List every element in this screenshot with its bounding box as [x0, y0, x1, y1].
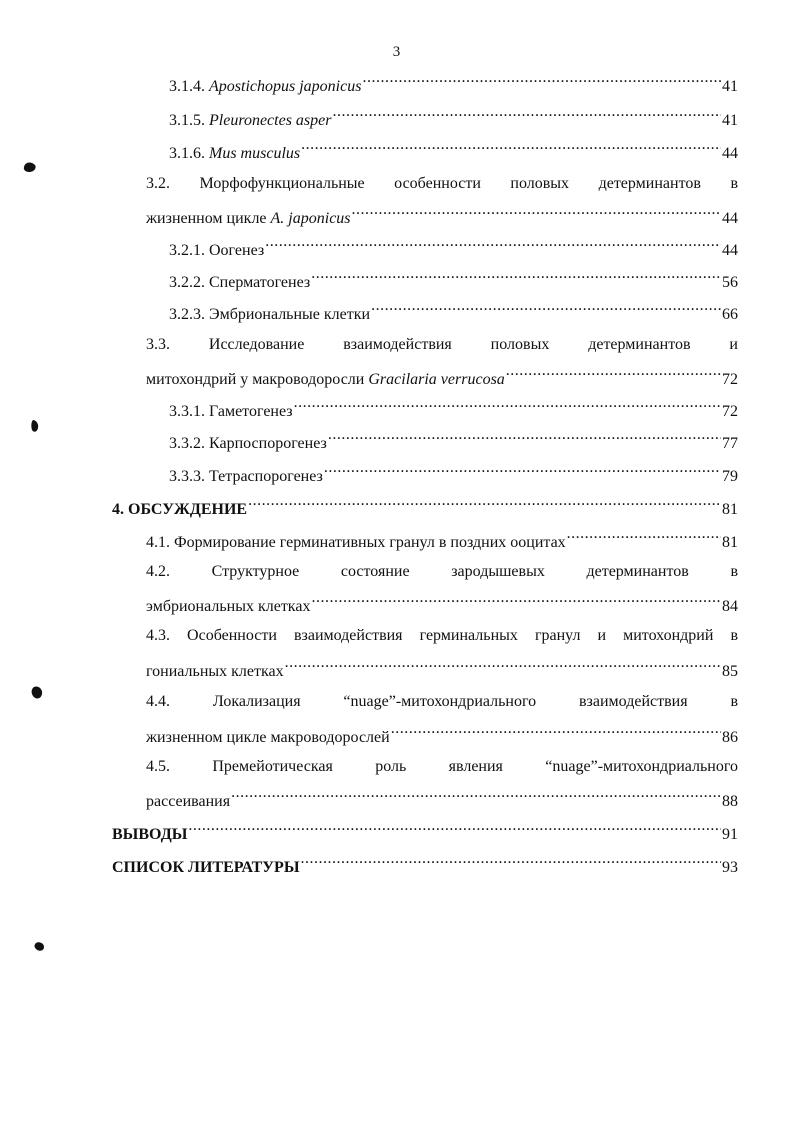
entry-page: 86: [722, 729, 738, 746]
entry-title: 4. ОБСУЖДЕНИЕ: [112, 501, 248, 518]
toc-entry-4-1[interactable]: [146, 527, 738, 553]
dot-leader: [362, 71, 721, 91]
entry-page: 41: [722, 112, 738, 129]
entry-title: гониальных клетках: [146, 663, 284, 680]
entry-title: Mus musculus: [209, 145, 301, 162]
entry-title: Pleuronectes asper: [209, 112, 332, 129]
entry-page: 44: [722, 242, 738, 259]
toc-entry-3-2-1[interactable]: [169, 235, 738, 261]
entry-page: 88: [722, 793, 738, 810]
page-number: 3: [392, 44, 401, 60]
dot-leader: [567, 527, 721, 547]
toc-entry-3-1-4[interactable]: [169, 71, 738, 97]
entry-title-italic: Gracilaria verrucosa: [368, 371, 505, 388]
entry-title: Apostichopus japonicus: [209, 78, 362, 95]
toc-entry-references[interactable]: [112, 852, 738, 878]
dot-leader: [188, 819, 721, 839]
toc-entry-3-1-5[interactable]: [169, 105, 738, 131]
entry-title-italic: A. japonicus: [270, 210, 351, 227]
dot-leader: [248, 494, 721, 514]
entry-title: митохондрий у макроводоросли: [146, 371, 369, 388]
entry-title: эмбриональных клетках: [146, 598, 311, 615]
toc-entry-4-5-line1[interactable]: 4.5. Премейотическая роль явления “nuage”-митохондриального: [146, 758, 738, 775]
scan-speck: [22, 160, 38, 174]
scan-speck: [30, 418, 40, 434]
dot-leader: [371, 299, 721, 319]
dot-leader: [328, 428, 721, 448]
entry-page: 56: [722, 274, 738, 291]
entry-page: 81: [722, 534, 738, 551]
toc-entry-4-3[interactable]: [146, 656, 738, 682]
entry-page: 91: [722, 826, 738, 843]
entry-page: 66: [722, 306, 738, 323]
entry-page: 72: [722, 403, 738, 420]
toc-entry-4-4-line1[interactable]: 4.4. Локализация “nuage”-митохондриального взаимодействия в: [146, 693, 738, 710]
toc-entry-4-2[interactable]: [146, 591, 738, 617]
toc-entry-3-2-2[interactable]: [169, 267, 738, 293]
entry-title: 3.2.3. Эмбриональные клетки: [169, 306, 371, 323]
dot-leader: [231, 786, 721, 806]
entry-page: 44: [722, 210, 738, 227]
entry-number: 3.1.4.: [169, 78, 205, 95]
entry-page: 72: [722, 371, 738, 388]
scan-speck: [33, 939, 47, 953]
entry-number: 3.1.6.: [169, 145, 205, 162]
entry-title: 3.3.3. Тетраспорогенез: [169, 468, 323, 485]
entry-page: 79: [722, 468, 738, 485]
entry-title: СПИСОК ЛИТЕРАТУРЫ: [112, 859, 300, 876]
toc-entry-3-2-line1[interactable]: 3.2. Морфофункциональные особенности половых детерминантов в: [146, 175, 738, 192]
entry-page: 93: [722, 859, 738, 876]
toc-entry-4-2-line1[interactable]: 4.2. Структурное состояние зародышевых детерминантов в: [146, 563, 738, 580]
dot-leader: [294, 396, 721, 416]
dot-leader: [352, 203, 721, 223]
dot-leader: [391, 722, 721, 742]
dot-leader: [301, 138, 721, 158]
entry-page: 77: [722, 435, 738, 452]
toc-entry-3-3-3[interactable]: [169, 461, 738, 487]
entry-title: рассеивания: [146, 793, 231, 810]
dot-leader: [311, 591, 721, 611]
entry-page: 81: [722, 501, 738, 518]
entry-title: жизненном цикле макроводорослей: [146, 729, 390, 746]
entry-title: 3.3.2. Карпоспорогенез: [169, 435, 327, 452]
entry-page: 84: [722, 598, 738, 615]
toc-entry-3-3[interactable]: [146, 364, 738, 390]
dot-leader: [324, 461, 721, 481]
entry-title: ВЫВОДЫ: [112, 826, 188, 843]
toc-entry-4-5[interactable]: [146, 786, 738, 812]
dot-leader: [265, 235, 721, 255]
toc-entry-4-4[interactable]: [146, 722, 738, 748]
scan-speck: [30, 684, 46, 702]
entry-page: 41: [722, 78, 738, 95]
entry-page: 44: [722, 145, 738, 162]
dot-leader: [332, 105, 721, 125]
toc-entry-4[interactable]: [112, 494, 738, 520]
dot-leader: [285, 656, 721, 676]
entry-page: 85: [722, 663, 738, 680]
dot-leader: [301, 852, 721, 872]
toc-entry-3-2-3[interactable]: [169, 299, 738, 325]
toc-entry-3-3-1[interactable]: [169, 396, 738, 422]
toc-entry-4-3-line1[interactable]: 4.3. Особенности взаимодействия герминальных гранул и митохондрий в: [146, 627, 738, 644]
toc-entry-3-1-6[interactable]: [169, 138, 738, 164]
dot-leader: [506, 364, 721, 384]
toc-entry-conclusions[interactable]: [112, 819, 738, 845]
entry-title: 3.3.1. Гаметогенез: [169, 403, 293, 420]
entry-title: 3.2.2. Сперматогенез: [169, 274, 311, 291]
dot-leader: [311, 267, 721, 287]
entry-title: 4.1. Формирование герминативных гранул в поздних ооцитах: [146, 534, 566, 551]
entry-number: 3.1.5.: [169, 112, 205, 129]
toc-entry-3-2[interactable]: [146, 203, 738, 229]
entry-title: жизненном цикле: [146, 210, 271, 227]
toc-entry-3-3-2[interactable]: [169, 428, 738, 454]
entry-title: 3.2.1. Оогенез: [169, 242, 265, 259]
toc-entry-3-3-line1[interactable]: 3.3. Исследование взаимодействия половых детерминантов и: [146, 336, 738, 353]
